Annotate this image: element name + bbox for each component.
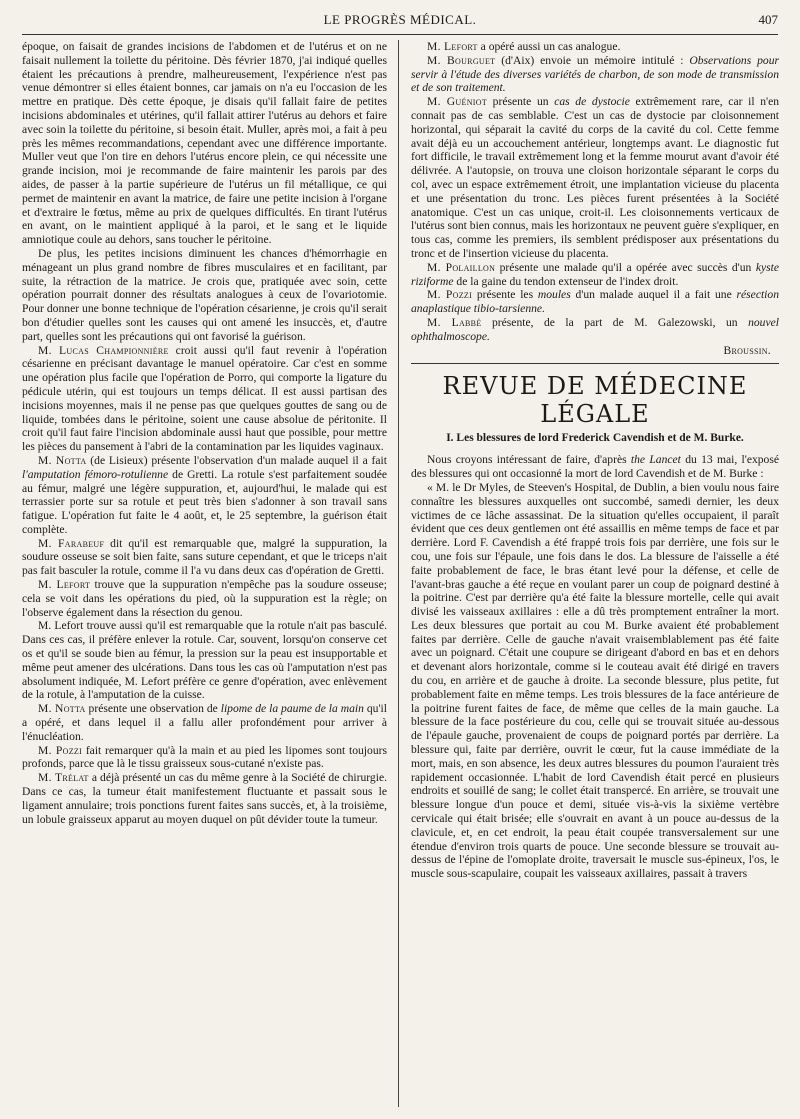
journal-title: LE PROGRÈS MÉDICAL. [323, 12, 477, 27]
paragraph: M. Polaillon présente une malade qu'il a opérée avec succès d'un kyste riziforme de la gaine du tendon extenseur de l'index droit. [411, 260, 779, 288]
speaker-name: M. Lucas Championnière [38, 343, 169, 357]
speaker-name: M. Guéniot [427, 95, 488, 109]
paragraph: M. Bourguet (d'Aix) envoie un mémoire intitulé : Observations pour servir à l'étude des diverses variétés de charbon, de son mode de transmission et de son traitement. [411, 53, 779, 95]
page-number: 407 [758, 12, 778, 27]
speaker-name: M. Trélat [38, 771, 89, 785]
paragraph: M. Pozzi fait remarquer qu'à la main et au pied les lipomes sont toujours profonds, parce que là le tissu graisseux sous-cutané n'existe pas. [22, 743, 387, 771]
right-column [411, 40, 779, 1109]
paragraph: M. Guéniot présente un cas de dystocie extrêmement rare, car il n'en connait pas de cas semblable. C'est un cas de dystocie par cloisonnement horizontal, qui séparait la cavité du corps de la cavité du col. Cette femme avait déjà eu un accouchement antérieur, longtemps avant. Le diagnostic fut fort difficile, le travail extrêmement long et la femme mourut avant d'avoir été délivrée. A l'autopsie, on trouva une cloison horizontale séparant le corps du col, avec un espace extrêmement étroit, une implantation vicieuse du placenta et une présentation du tronc. Les pièces furent présentées à la Société anatomique. C'est un cas unique, croit-il. Les cloisonnements verticaux de l'utérus sont bien connus, mais les horizontaux ne peuvent guère s'expliquer, en tous cas, comme les premiers, ils semblent prédisposer aux présentations du tronc et de l'insertion vicieuse du placenta. [411, 95, 779, 260]
paragraph: M. Trélat a déjà présenté un cas du même genre à la Société de chirurgie. Dans ce cas, la tumeur était manifestement fluctuante et passait sous le ligament annulaire; trois ponctions furent faites sans succès, et, à la troisième, un lobule graisseux apparut au moyen duquel on pût dévider toute la tumeur. [22, 771, 387, 826]
speaker-name: M. Lefort [38, 578, 91, 592]
signature: Broussin. [723, 343, 771, 357]
left-column [22, 40, 387, 1109]
paragraph: M. Labbé présente, de la part de M. Galezowski, un nouvel ophthalmoscope. [411, 315, 779, 343]
column-divider [398, 40, 399, 1107]
speaker-name: M. Pozzi [427, 288, 473, 302]
paragraph: M. Farabeuf dit qu'il est remarquable que, malgré la suppuration, la soudure osseuse se soit bien faite, sans suture cependant, et que le triceps n'ait pas fait basculer la rotule, comme il l'a vu dans deux cas d'opération de Gretti. [22, 536, 387, 578]
paragraph: M. Pozzi présente les moules d'un malade auquel il a fait une résection anaplastique tibio-tarsienne. [411, 288, 779, 316]
paragraph: M. Lucas Championnière croit aussi qu'il faut revenir à l'opération césarienne en précisant davantage le manuel opératoire. Car c'est en somme une opération plus facile que l'opération de Porro, qui comporte la ligature du pédicule utérin, qui est toujours un temps délicat. Il est aussi partisan des incisions moyennes, mais il ne pense pas que quelques gouttes de sang ou de liquide, tombées dans le péritoine, soient une cause absolue de péritonite. Il croit qu'il faut faire l'incision abdominale aussi haut que possible, pour mettre les pièces du pansement à l'abri de la contamination par les liquides vaginaux. [22, 343, 387, 454]
paragraph: De plus, les petites incisions diminuent les chances d'hémorrhagie en ménageant un plus grand nombre de fibres musculaires et en facilitant, par suite, la rétraction de la matrice. Je crois que, pratiquée avec soin, cette opération pourrait donner des résultats analogues à ceux de l'ovariotomie. Pour donner une bonne technique de l'opération césarienne, je crois qu'il serait bon d'étudier quelles sont les causes qui ont amené les insuccès, et, d'autre part, quelles sont les précautions qui ont favorisé la guérison. [22, 246, 387, 343]
section-subtitle: I. Les blessures de lord Frederick Cavendish et de M. Burke. [446, 432, 744, 445]
section-title: REVUE DE MÉDECINE LÉGALE [442, 372, 748, 429]
paragraph: M. Lefort trouve aussi qu'il est remarquable que la rotule n'ait pas basculé. Dans ces cas, il préfère enlever la rotule. Car, souvent, lorsqu'on conserve cet os et qu'il se soude bien au fémur, la pression sur la peau est insupportable et même peut amener des ulcérations. Dans tous les cas où l'amputation n'est pas absolument indiquée, M. Lefort préfère ce genre d'opération, avec enlèvement de la rotule, à l'amputation de la cuisse. [22, 619, 387, 702]
section-rule [411, 363, 779, 364]
paragraph: M. Notta présente une observation de lipome de la paume de la main qu'il a opéré, et dans lequel il a fallu aller profondément pour arriver à l'énucléation. [22, 702, 387, 743]
paragraph: époque, on faisait de grandes incisions de l'abdomen et de l'utérus et on ne faisait nullement la toilette du péritoine. Dès février 1870, j'ai indiqué quelles étaient les précautions à prendre, malheureusement, l'expérience n'est pas venue démontrer si elles étaient bonnes, car jamais on n'a eu l'occasion de les mettre en pratique. Dès cette époque, je disais qu'il fallait faire de petites incisions abdominales et utérines, qu'il fallait attirer l'utérus au dehors et faire avec soin la toilette du péritoine, si besoin était. Muller, après moi, a fait à peu près les mêmes recommandations, cependant avec une différence importante. Muller veut que l'on tire en dehors l'utérus encore plein, ce qui nécessite une grande incision, moi je recommande de faire maintenir les parois par des aides, de passer à la partie supérieure de l'utérus un fil métallique, ce qui permet de maintenir en avant la matrice, de faire une petite incision à l'organe et d'extraire le fœtus, même au prix de quelques difficultés. En tirant l'utérus en avant, on le maintient appliqué à la paroi, et le sang et le liquide amniotique coule au dehors, sans toucher le péritoine. [22, 40, 387, 247]
paragraph: « M. le Dr Myles, de Steeven's Hospital, de Dublin, a bien voulu nous faire connaître les blessures auxquelles ont succombé, samedi dernier, les deux victimes de ce lâche assassinat. De la situation qu'elles occupaient, il paraît évident que ces deux gentlemen ont été assaillis en même temps de face et par derrière. Lord F. Cavendish a été frappé trois fois par derrière, une fois sur le cou, une fois sur l'épaule, une fois dans le dos. La blessure de l'aisselle a été faite probablement de face, le bras étant levé pour la défense, et celle de l'avant-bras gauche a été reçue en voulant parer un coup de poignard destiné à la poitrine. C'est par derrière qu'a été faite la blessure mortelle, celle qui avait divisé les vaisseaux axillaires : elle a dû très promptement entraîner la mort. Les deux blessures que portait au cou M. Burke avaient été probablement faites par derrière. Celle de gauche n'avait vraisemblablement pas été faite avec un poignard. C'était une coupure se dirigeant d'abord en bas et en dehors et devenant alors horizontale, comme si le couteau avait été dirigé en travers du cou, en arrière et de gauche à droite. La seconde blessure, plus petite, fut probablement faite en même temps. Les trois blessures de la face antérieure de la poitrine furent faites de face, de même que celles de la main gauche. La blessure de la face postérieure du cou, celle qui se trouvait située au-dessous de l'épaule gauche, provenaient de coups de poignard portés par derrière. La blessure qui, faite par derrière, ouvrit le cœur, fut la cause immédiate de la mort, mais, en son absence, les deux autres blessures du poumon l'auraient très rapidement occasionnée. L'habit de lord Cavendish était percé en plusieurs endroits et souillé de sang; le collet était transpercé. En arrière, se trouvait une blessure longue d'un pouce et demi, située vis-à-vis la sixième vertèbre cervicale qui était brisée; elle s'ouvrait en avant à un pouce au-dessus de la clavicule, et, en cet endroit, la peau était coupée transversalement sur une étendue d'environ trois quarts de pouce. Une seconde blessure se trouvait au-dessus de l'épine de l'omoplate droite, traversait le muscle sus-épineux, l'os, le muscle sous-scapulaire, coupait les vaisseaux axillaires, passait à travers [411, 480, 779, 881]
speaker-name: M. Bourguet [427, 53, 496, 67]
speaker-name: M. Pozzi [38, 743, 83, 757]
paragraph: Nous croyons intéressant de faire, d'après the Lancet du 13 mai, l'exposé des blessures qui ont occasionné la mort de lord Cavendish et de M. Burke : [411, 453, 779, 481]
paragraph: M. Notta (de Lisieux) présente l'observation d'un malade auquel il a fait l'amputation fémoro-rotulienne de Gretti. La rotule s'est parfaitement soudée au fémur, malgré une légère suppuration, et, aujourd'hui, le malade qui est terrassier porte sur sa rotule et peut très bien s'adonner à son travail sans fatigue. L'opération fut faite le 4 août, et, le 25 septembre, la guérison était complète. [22, 453, 387, 536]
running-header [22, 8, 778, 35]
speaker-name: M. Lefort [427, 40, 478, 53]
paragraph: M. Lefort trouve que la suppuration n'empêche pas la soudure osseuse; cela se voit dans les opérations du pied, où la suppuration est la règle; on l'observe également dans la résection du genou. [22, 578, 387, 619]
speaker-name: M. Polaillon [427, 260, 496, 274]
speaker-name: M. Notta [38, 453, 87, 467]
speaker-name: M. Farabeuf [38, 536, 105, 550]
speaker-name: M. Labbé [427, 315, 482, 329]
speaker-name: M. Notta [38, 702, 86, 716]
paragraph: M. Lefort a opéré aussi un cas analogue. [427, 40, 621, 53]
